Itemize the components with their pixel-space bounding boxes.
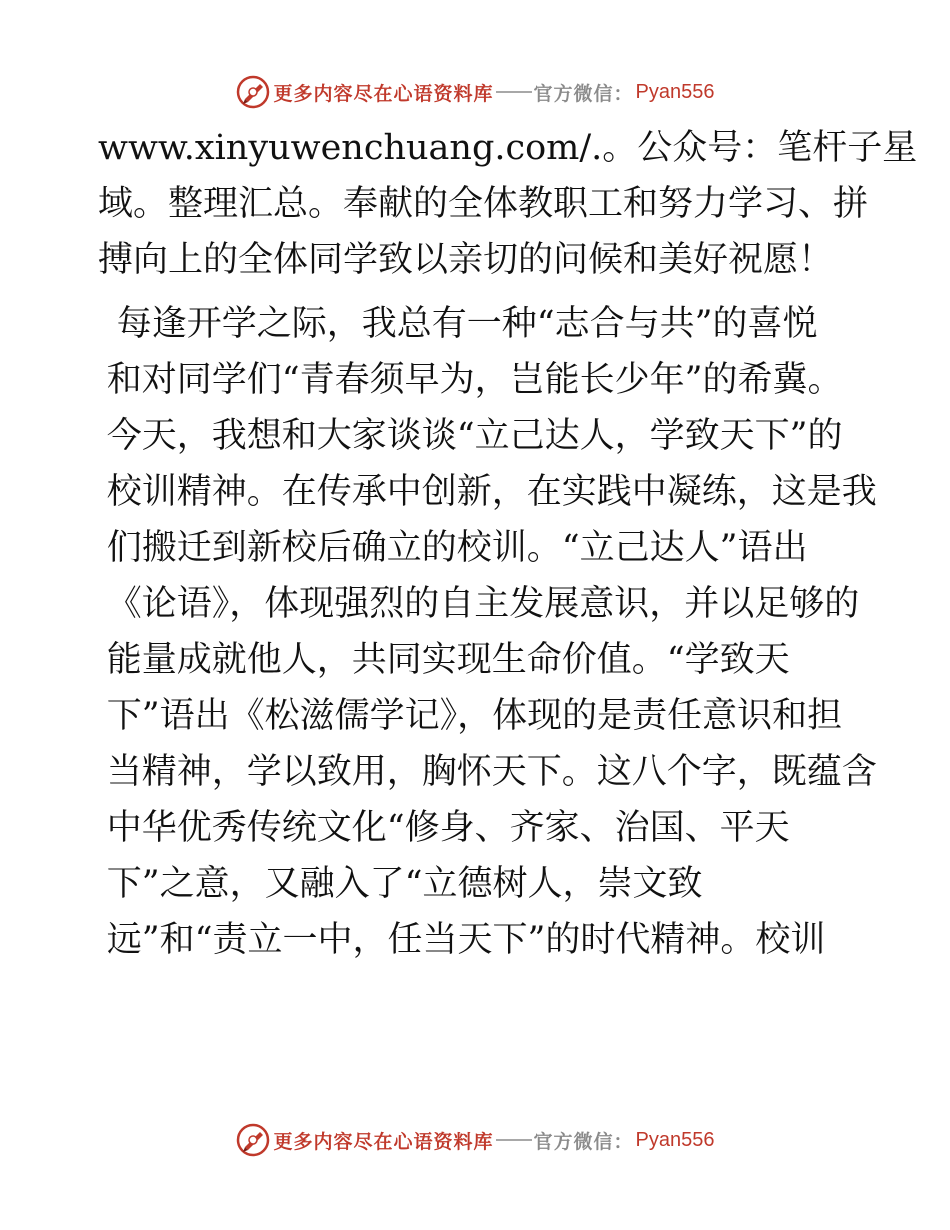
text-line: 们搬迁到新校后确立的校训。“立己达人”语出 xyxy=(106,528,808,568)
text-line: 《论语》，体现强烈的自主发展意识，并以足够的 xyxy=(106,584,860,624)
banner-wechat-label: 官方微信： xyxy=(533,82,634,105)
banner-dash xyxy=(496,1139,532,1141)
text-line: 下”之意，又融入了“立德树人，崇文致 xyxy=(106,864,703,904)
text-line: 每逢开学之际，我总有一种“志合与共”的喜悦 xyxy=(116,304,818,344)
logo-icon xyxy=(236,75,270,109)
logo-icon xyxy=(236,1123,270,1157)
footer-banner xyxy=(0,1120,950,1160)
banner-wechat-handle: Pyan556 xyxy=(635,80,715,103)
text-line: 域。整理汇总。奉献的全体教职工和努力学习、拼 xyxy=(98,184,869,224)
banner-title: 更多内容尽在心语资料库 xyxy=(273,82,494,105)
text-line: 今天，我想和大家谈谈“立己达人，学致天下”的 xyxy=(106,416,843,456)
paragraph-1 xyxy=(98,120,918,288)
text-line: www.xinyuwenchuang.com/.。公众号：笔杆子星 xyxy=(98,128,918,168)
banner-dash xyxy=(496,91,532,93)
paragraph-2 xyxy=(98,296,877,968)
text-line: 当精神，学以致用，胸怀天下。这八个字，既蕴含 xyxy=(106,752,877,792)
text-line: 远”和“责立一中，任当天下”的时代精神。校训 xyxy=(106,920,826,960)
text-line: 和对同学们“青春须早为，岂能长少年”的希冀。 xyxy=(106,360,843,400)
text-line: 能量成就他人，共同实现生命价值。“学致天 xyxy=(106,640,790,680)
header-banner xyxy=(0,72,950,112)
text-line: 中华优秀传统文化“修身、齐家、治国、平天 xyxy=(106,808,790,848)
text-line: 搏向上的全体同学致以亲切的问候和美好祝愿！ xyxy=(98,240,834,280)
text-line: 校训精神。在传承中创新，在实践中凝练，这是我 xyxy=(106,472,877,512)
banner-title: 更多内容尽在心语资料库 xyxy=(273,1130,494,1153)
banner-wechat-handle: Pyan556 xyxy=(635,1128,715,1151)
banner-wechat-label: 官方微信： xyxy=(533,1130,634,1153)
text-line: 下”语出《松滋儒学记》，体现的是责任意识和担 xyxy=(106,696,843,736)
document-body xyxy=(98,120,918,968)
